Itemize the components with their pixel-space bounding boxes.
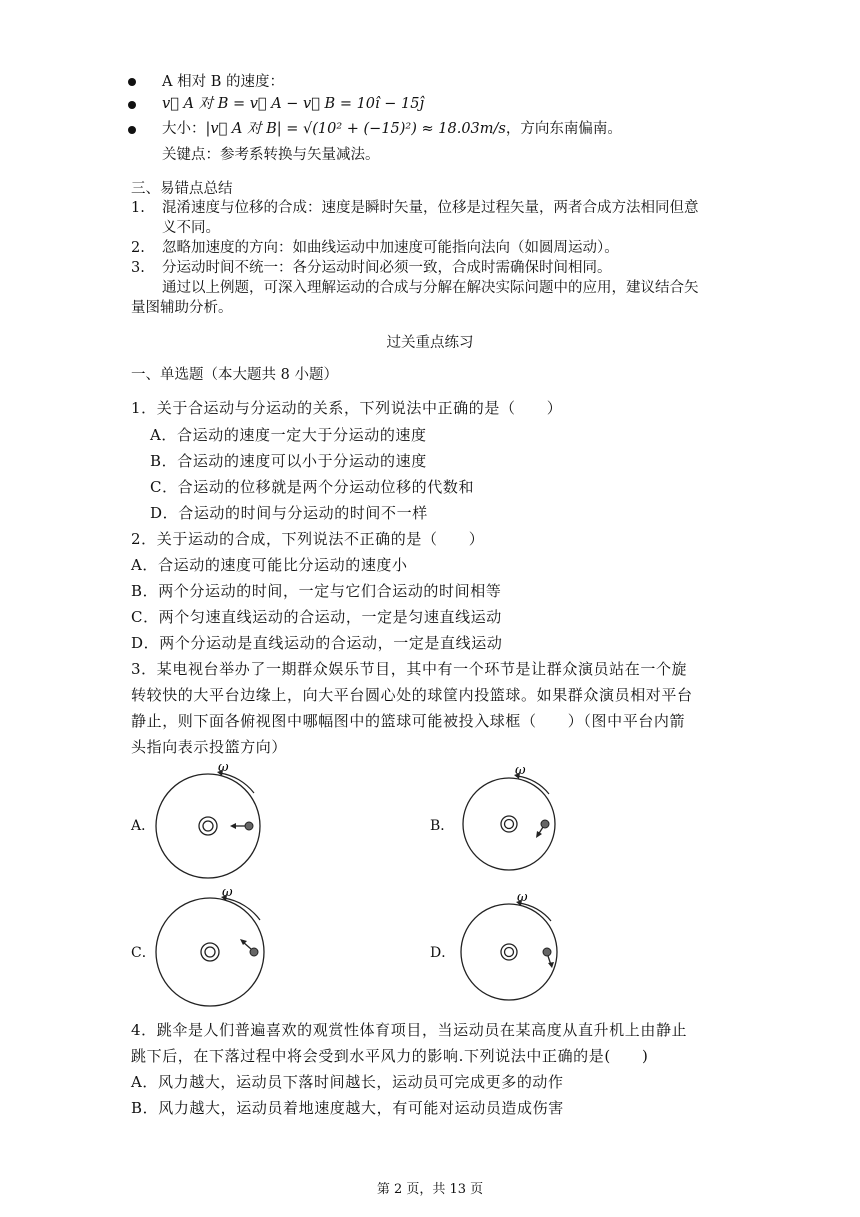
bullet-magnitude (162, 119, 622, 139)
q1-option-b: B．合运动的速度可以小于分运动的速度 (150, 452, 427, 470)
basket-inner (205, 947, 215, 957)
basket-inner (505, 820, 514, 829)
omega-symbol: ω (515, 763, 526, 778)
magnitude-suffix: ，方向东南偏南。 (505, 121, 622, 137)
q3-line-2: 转较快的大平台边缘上，向大平台圆心处的球筐内投篮球。如果群众演员相对平台 (131, 686, 693, 704)
errors-heading: 三、易错点总结 (131, 181, 233, 197)
figure-a (150, 760, 280, 885)
figure-b (455, 762, 565, 877)
q4-line-1: 4．跳伞是人们普遍喜欢的观赏性体育项目，当运动员在某高度从直升机上由静止 (131, 1021, 688, 1039)
bullet-dot (128, 126, 136, 134)
figure-label-d: D． (430, 945, 456, 961)
q2-option-c: C．两个匀速直线运动的合运动，一定是匀速直线运动 (131, 608, 502, 626)
error-item-text: 分运动时间不统一：各分运动时间必须一致，合成时需确保时间相同。 (162, 260, 612, 276)
bullet-formula-relative-velocity: v⃗ A 对 B = v⃗ A − v⃗ B = 10î − 15ĵ (162, 96, 424, 112)
q4-line-2: 跳下后，在下落过程中将会受到水平风力的影响.下列说法中正确的是( ) (131, 1047, 649, 1065)
player-ball (245, 822, 253, 830)
magnitude-prefix: 大小： (162, 121, 206, 137)
figure-label-b: B． (430, 818, 455, 834)
player-ball (543, 948, 551, 956)
bullet-text-1: A 相对 B 的速度： (162, 74, 284, 90)
throw-arrowhead (536, 831, 542, 838)
figure-c (150, 882, 280, 1012)
q1-option-a: A．合运动的速度一定大于分运动的速度 (150, 426, 427, 444)
error-item-num: 3. (131, 260, 145, 276)
q1-option-c: C．合运动的位移就是两个分运动位移的代数和 (150, 478, 475, 496)
q2-option-d: D．两个分运动是直线运动的合运动，一定是直线运动 (131, 634, 503, 652)
q2-stem: 2．关于运动的合成，下列说法不正确的是（ ） (131, 530, 485, 548)
q4-option-a: A．风力越大，运动员下落时间越长，运动员可完成更多的动作 (131, 1073, 564, 1091)
basket-inner (203, 821, 213, 831)
keypoint-text: 关键点：参考系转换与矢量减法。 (162, 147, 380, 163)
q3-line-4: 头指向表示投篮方向） (131, 738, 288, 756)
error-item-num: 2. (131, 240, 145, 256)
bullet-dot (128, 101, 136, 109)
page-footer: 第 2 页，共 13 页 (376, 1182, 484, 1197)
basket-outer (501, 944, 517, 960)
basket-outer (199, 817, 217, 835)
figure-label-c: C． (131, 945, 156, 961)
basket-outer (501, 816, 517, 832)
omega-symbol: ω (517, 890, 528, 905)
figure-label-a: A． (131, 818, 156, 834)
conclusion-line-2: 量图辅助分析。 (131, 300, 233, 316)
conclusion-line-1: 通过以上例题，可深入理解运动的合成与分解在解决实际问题中的应用，建议结合矢 (162, 280, 699, 296)
player-ball (541, 820, 549, 828)
error-item-text-cont: 义不同。 (162, 220, 220, 236)
error-item-text: 混淆速度与位移的合成：速度是瞬时矢量，位移是过程矢量，两者合成方法相同但意 (162, 200, 699, 216)
omega-symbol: ω (218, 760, 229, 775)
player-ball (250, 948, 258, 956)
magnitude-formula: |v⃗ A 对 B| = √(10² + (−15)²) ≈ 18.03m/s (205, 121, 506, 137)
figure-d (455, 888, 570, 1008)
omega-symbol: ω (222, 885, 233, 900)
q2-option-a: A．合运动的速度可能比分运动的速度小 (131, 556, 408, 574)
platform-circle (156, 898, 264, 1006)
bullet-dot (128, 78, 136, 86)
basket-outer (201, 943, 219, 961)
throw-arrowhead (230, 823, 236, 829)
practice-title: 过关重点练习 (386, 335, 474, 351)
q1-option-d: D．合运动的时间与分运动的时间不一样 (150, 504, 428, 522)
q1-stem: 1．关于合运动与分运动的关系，下列说法中正确的是（ ） (131, 399, 563, 417)
section-heading: 一、单选题（本大题共 8 小题） (131, 367, 338, 383)
q4-option-b: B．风力越大，运动员着地速度越大，有可能对运动员造成伤害 (131, 1099, 564, 1117)
q3-line-3: 静止，则下面各俯视图中哪幅图中的篮球可能被投入球框（ ）（图中平台内箭 (131, 712, 686, 730)
error-item-num: 1. (131, 200, 145, 216)
q2-option-b: B．两个分运动的时间，一定与它们合运动的时间相等 (131, 582, 502, 600)
basket-inner (505, 948, 514, 957)
q3-line-1: 3．某电视台举办了一期群众娱乐节目，其中有一个环节是让群众演员站在一个旋 (131, 660, 688, 678)
error-item-text: 忽略加速度的方向：如曲线运动中加速度可能指向法向（如圆周运动）。 (162, 240, 619, 256)
throw-arrowhead (548, 962, 554, 968)
